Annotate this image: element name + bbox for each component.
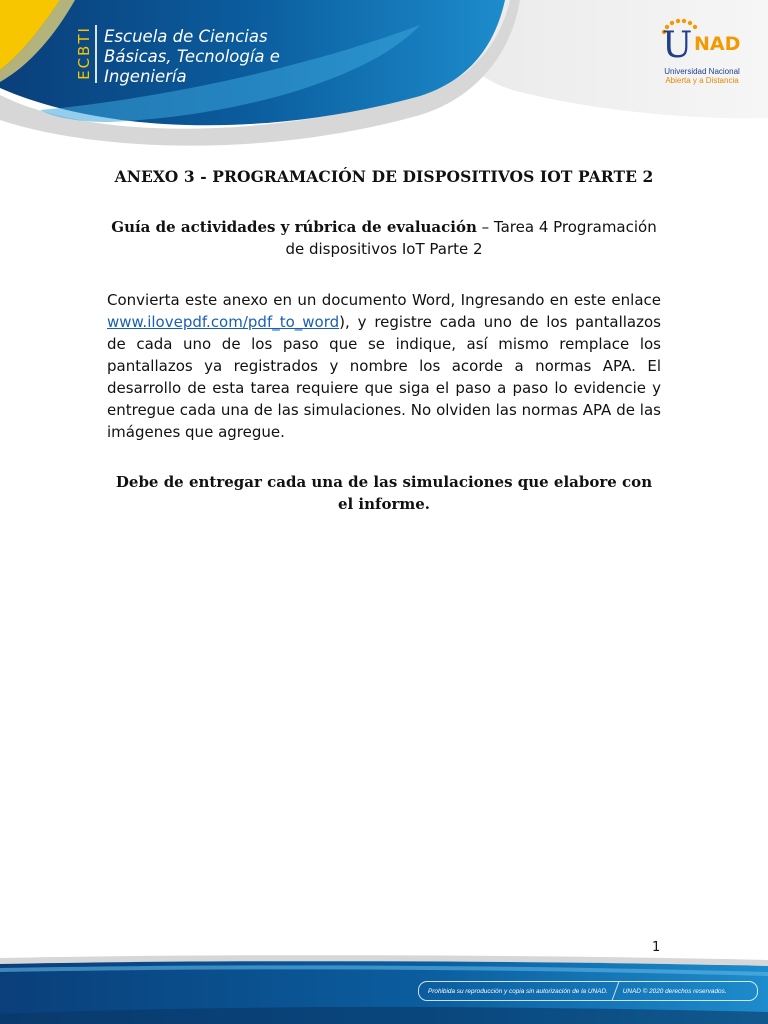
subtitle-rest: – Tarea 4 Programación de dispositivos IoT Parte 2 bbox=[285, 218, 657, 258]
acronym-divider bbox=[95, 25, 97, 83]
logo-university-subtitle: Abierta y a Distancia bbox=[665, 76, 739, 85]
subtitle-bold: Guía de actividades y rúbrica de evaluación bbox=[111, 218, 477, 236]
page-number: 1 bbox=[652, 940, 661, 955]
delivery-notice: Debe de entregar cada una de las simulaciones que elabore con el informe. bbox=[115, 473, 653, 513]
ecbti-acronym: ECBTI bbox=[75, 26, 94, 80]
document-body bbox=[107, 166, 661, 515]
document-subtitle bbox=[107, 216, 661, 260]
paragraph-intro: Convierta este anexo en un documento Word, Ingresando en este enlace bbox=[107, 291, 661, 309]
footer-rights: UNAD © 2020 derechos reservados. bbox=[622, 987, 727, 995]
footer-copyright-notice: Prohibida su reproducción y copia sin autorización de la UNAD. bbox=[428, 987, 608, 995]
footer-banner bbox=[0, 954, 768, 1024]
header-banner bbox=[0, 0, 768, 150]
school-name bbox=[104, 27, 280, 87]
paragraph-rest: ), y registre cada uno de los pantallazos de cada uno de los paso que se indique, así mismo remplace los pantallazos ya registrados y nombre los acorde a normas APA. El desarrollo de esta tarea requiere que siga el paso a paso lo evidencie y entregue cada una de las simulaciones. No olviden las normas APA de las imágenes que agregue. bbox=[107, 313, 661, 441]
school-name-line: Ingeniería bbox=[104, 67, 187, 86]
document-title: ANEXO 3 - PROGRAMACIÓN DE DISPOSITIVOS IOT PARTE 2 bbox=[114, 167, 654, 186]
logo-university-name: Universidad Nacional bbox=[664, 67, 740, 76]
footer-notes bbox=[418, 981, 758, 1001]
unad-logo bbox=[652, 18, 752, 90]
logo-nad: NAD bbox=[694, 33, 741, 55]
school-name-line: Escuela de Ciencias bbox=[104, 27, 268, 46]
footer-divider bbox=[611, 982, 619, 1000]
instructions-paragraph bbox=[107, 289, 661, 443]
logo-u: U bbox=[662, 25, 693, 66]
school-name-line: Básicas, Tecnología e bbox=[104, 47, 280, 66]
ilovepdf-link[interactable]: www.ilovepdf.com/pdf_to_word bbox=[107, 313, 340, 331]
